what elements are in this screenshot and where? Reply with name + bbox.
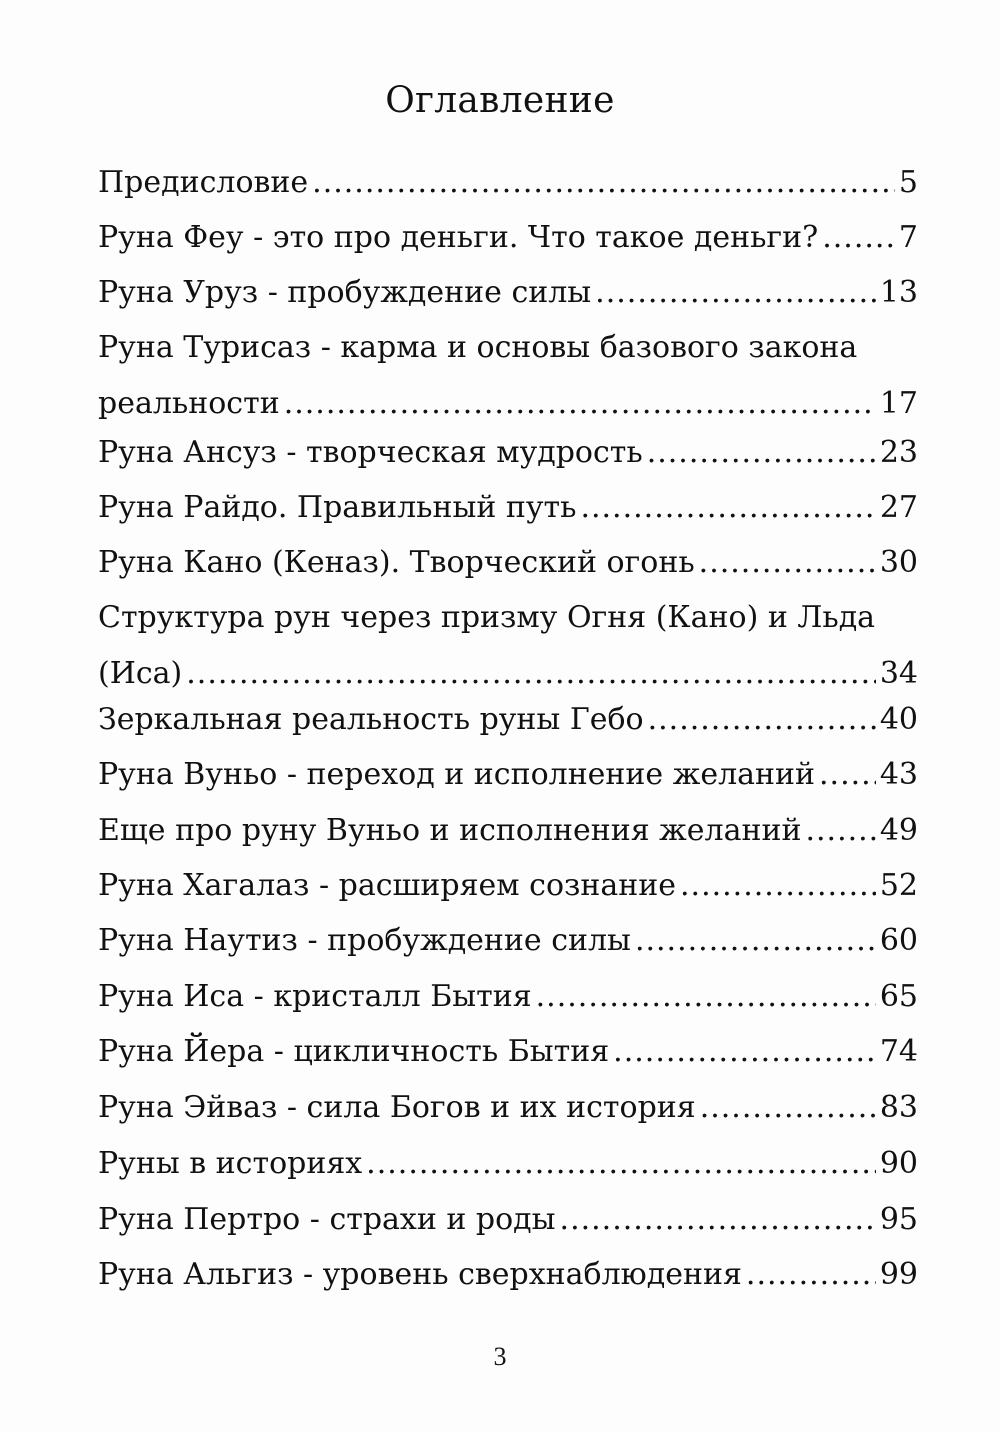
toc-entry-page: 43: [879, 757, 918, 792]
toc-entry[interactable]: [98, 535, 918, 591]
toc-entry[interactable]: [98, 1024, 918, 1080]
toc-entry-title: Руна Вуньо - переход и исполнение желаний: [98, 757, 815, 792]
toc-entry-page: 95: [879, 1202, 918, 1237]
toc-entry[interactable]: [98, 858, 918, 914]
toc-entry-title: Зеркальная реальность руны Гебо: [98, 702, 644, 737]
toc-entry-title: Руна Йера - цикличность Бытия: [98, 1034, 610, 1069]
dot-leader: [805, 803, 875, 859]
toc-entry-title: Руна Альгиз - уровень сверхнаблюдения: [98, 1257, 742, 1292]
dot-leader: [822, 210, 895, 266]
toc-entry-page: 90: [879, 1146, 918, 1181]
toc-entry-title: Структура рун через призму Огня (Кано) и Льда: [98, 600, 876, 635]
toc-entry[interactable]: [98, 480, 918, 536]
page-number: 3: [493, 1342, 507, 1371]
dot-leader: [699, 535, 876, 591]
toc-entry-title-continued: реальности: [98, 386, 280, 421]
dot-leader: [312, 155, 895, 211]
toc-entry-title: Руна Хагалаз - расширяем сознание: [98, 868, 676, 903]
toc-entry-title: Руна Эйваз - сила Богов и их история: [98, 1090, 696, 1125]
toc-entry-page: 40: [879, 702, 918, 737]
toc-entry-title: Руны в историях: [98, 1146, 363, 1181]
dot-leader: [648, 692, 876, 748]
toc-entry-title: Руна Уруз - пробуждение силы: [98, 275, 592, 310]
toc-entry-title: Руна Райдо. Правильный путь: [98, 490, 577, 525]
toc-entry-title: Руна Кано (Кеназ). Творческий огонь: [98, 545, 695, 580]
dot-leader: [647, 425, 876, 481]
toc-entry[interactable]: [98, 747, 918, 803]
toc-entry-page: 49: [879, 813, 918, 848]
dot-leader: [366, 1136, 876, 1192]
toc-entry-page: 52: [879, 868, 918, 903]
toc-entry-page: 7: [898, 220, 918, 255]
toc-entry-page: 65: [879, 979, 918, 1014]
toc-entry[interactable]: [98, 1080, 918, 1136]
toc-entry-title: Руна Пертро - страхи и роды: [98, 1202, 556, 1237]
toc-entry[interactable]: [98, 425, 918, 481]
toc-entry-title: Руна Ансуз - творческая мудрость: [98, 435, 643, 470]
toc-entry-title: Еще про руну Вуньо и исполнения желаний: [98, 813, 802, 848]
toc-entry-page: 5: [898, 165, 918, 200]
toc-entry[interactable]: [98, 1192, 918, 1248]
toc-entry[interactable]: [98, 692, 918, 748]
toc-entry[interactable]: [98, 1247, 918, 1303]
toc-entry-page: 27: [879, 490, 918, 525]
dot-leader: [595, 265, 876, 321]
dot-leader: [700, 1080, 876, 1136]
toc-entry[interactable]: [98, 265, 918, 321]
dot-leader: [536, 969, 876, 1025]
dot-leader: [613, 1024, 876, 1080]
toc-entry-title-continued: (Иса): [98, 656, 183, 691]
toc-entry-title: Руна Феу - это про деньги. Что такое деньги?: [98, 220, 819, 255]
toc-entry-title: Руна Иса - кристалл Бытия: [98, 979, 532, 1014]
toc-entry[interactable]: [98, 210, 918, 266]
dot-leader: [284, 376, 876, 432]
toc-entry-page: 23: [879, 435, 918, 470]
toc-entry[interactable]: [98, 803, 918, 859]
toc-entry-page: 60: [879, 923, 918, 958]
dot-leader: [635, 913, 876, 969]
dot-leader: [819, 747, 876, 803]
toc-entry-title: Предисловие: [98, 165, 309, 200]
toc-entry-page: 13: [879, 275, 918, 310]
toc-entry[interactable]: [98, 590, 918, 702]
toc-entry-title: Руна Турисаз - карма и основы базового закона: [98, 330, 858, 365]
toc-entry[interactable]: [98, 155, 918, 211]
toc-entry[interactable]: [98, 320, 918, 432]
toc-entry-page: 17: [879, 386, 918, 421]
toc-entry-title: Руна Наутиз - пробуждение силы: [98, 923, 631, 958]
toc-entry-page: 83: [879, 1090, 918, 1125]
page-title: Оглавление: [385, 80, 615, 121]
toc-entry-page: 99: [879, 1257, 918, 1292]
dot-leader: [746, 1247, 876, 1303]
dot-leader: [560, 1192, 876, 1248]
dot-leader: [580, 480, 875, 536]
toc-entry-page: 74: [879, 1034, 918, 1069]
toc-entry-page: 30: [879, 545, 918, 580]
dot-leader: [680, 858, 876, 914]
toc-entry-page: 34: [879, 656, 918, 691]
toc-entry[interactable]: [98, 1136, 918, 1192]
toc-entry[interactable]: [98, 913, 918, 969]
toc-entry[interactable]: [98, 969, 918, 1025]
